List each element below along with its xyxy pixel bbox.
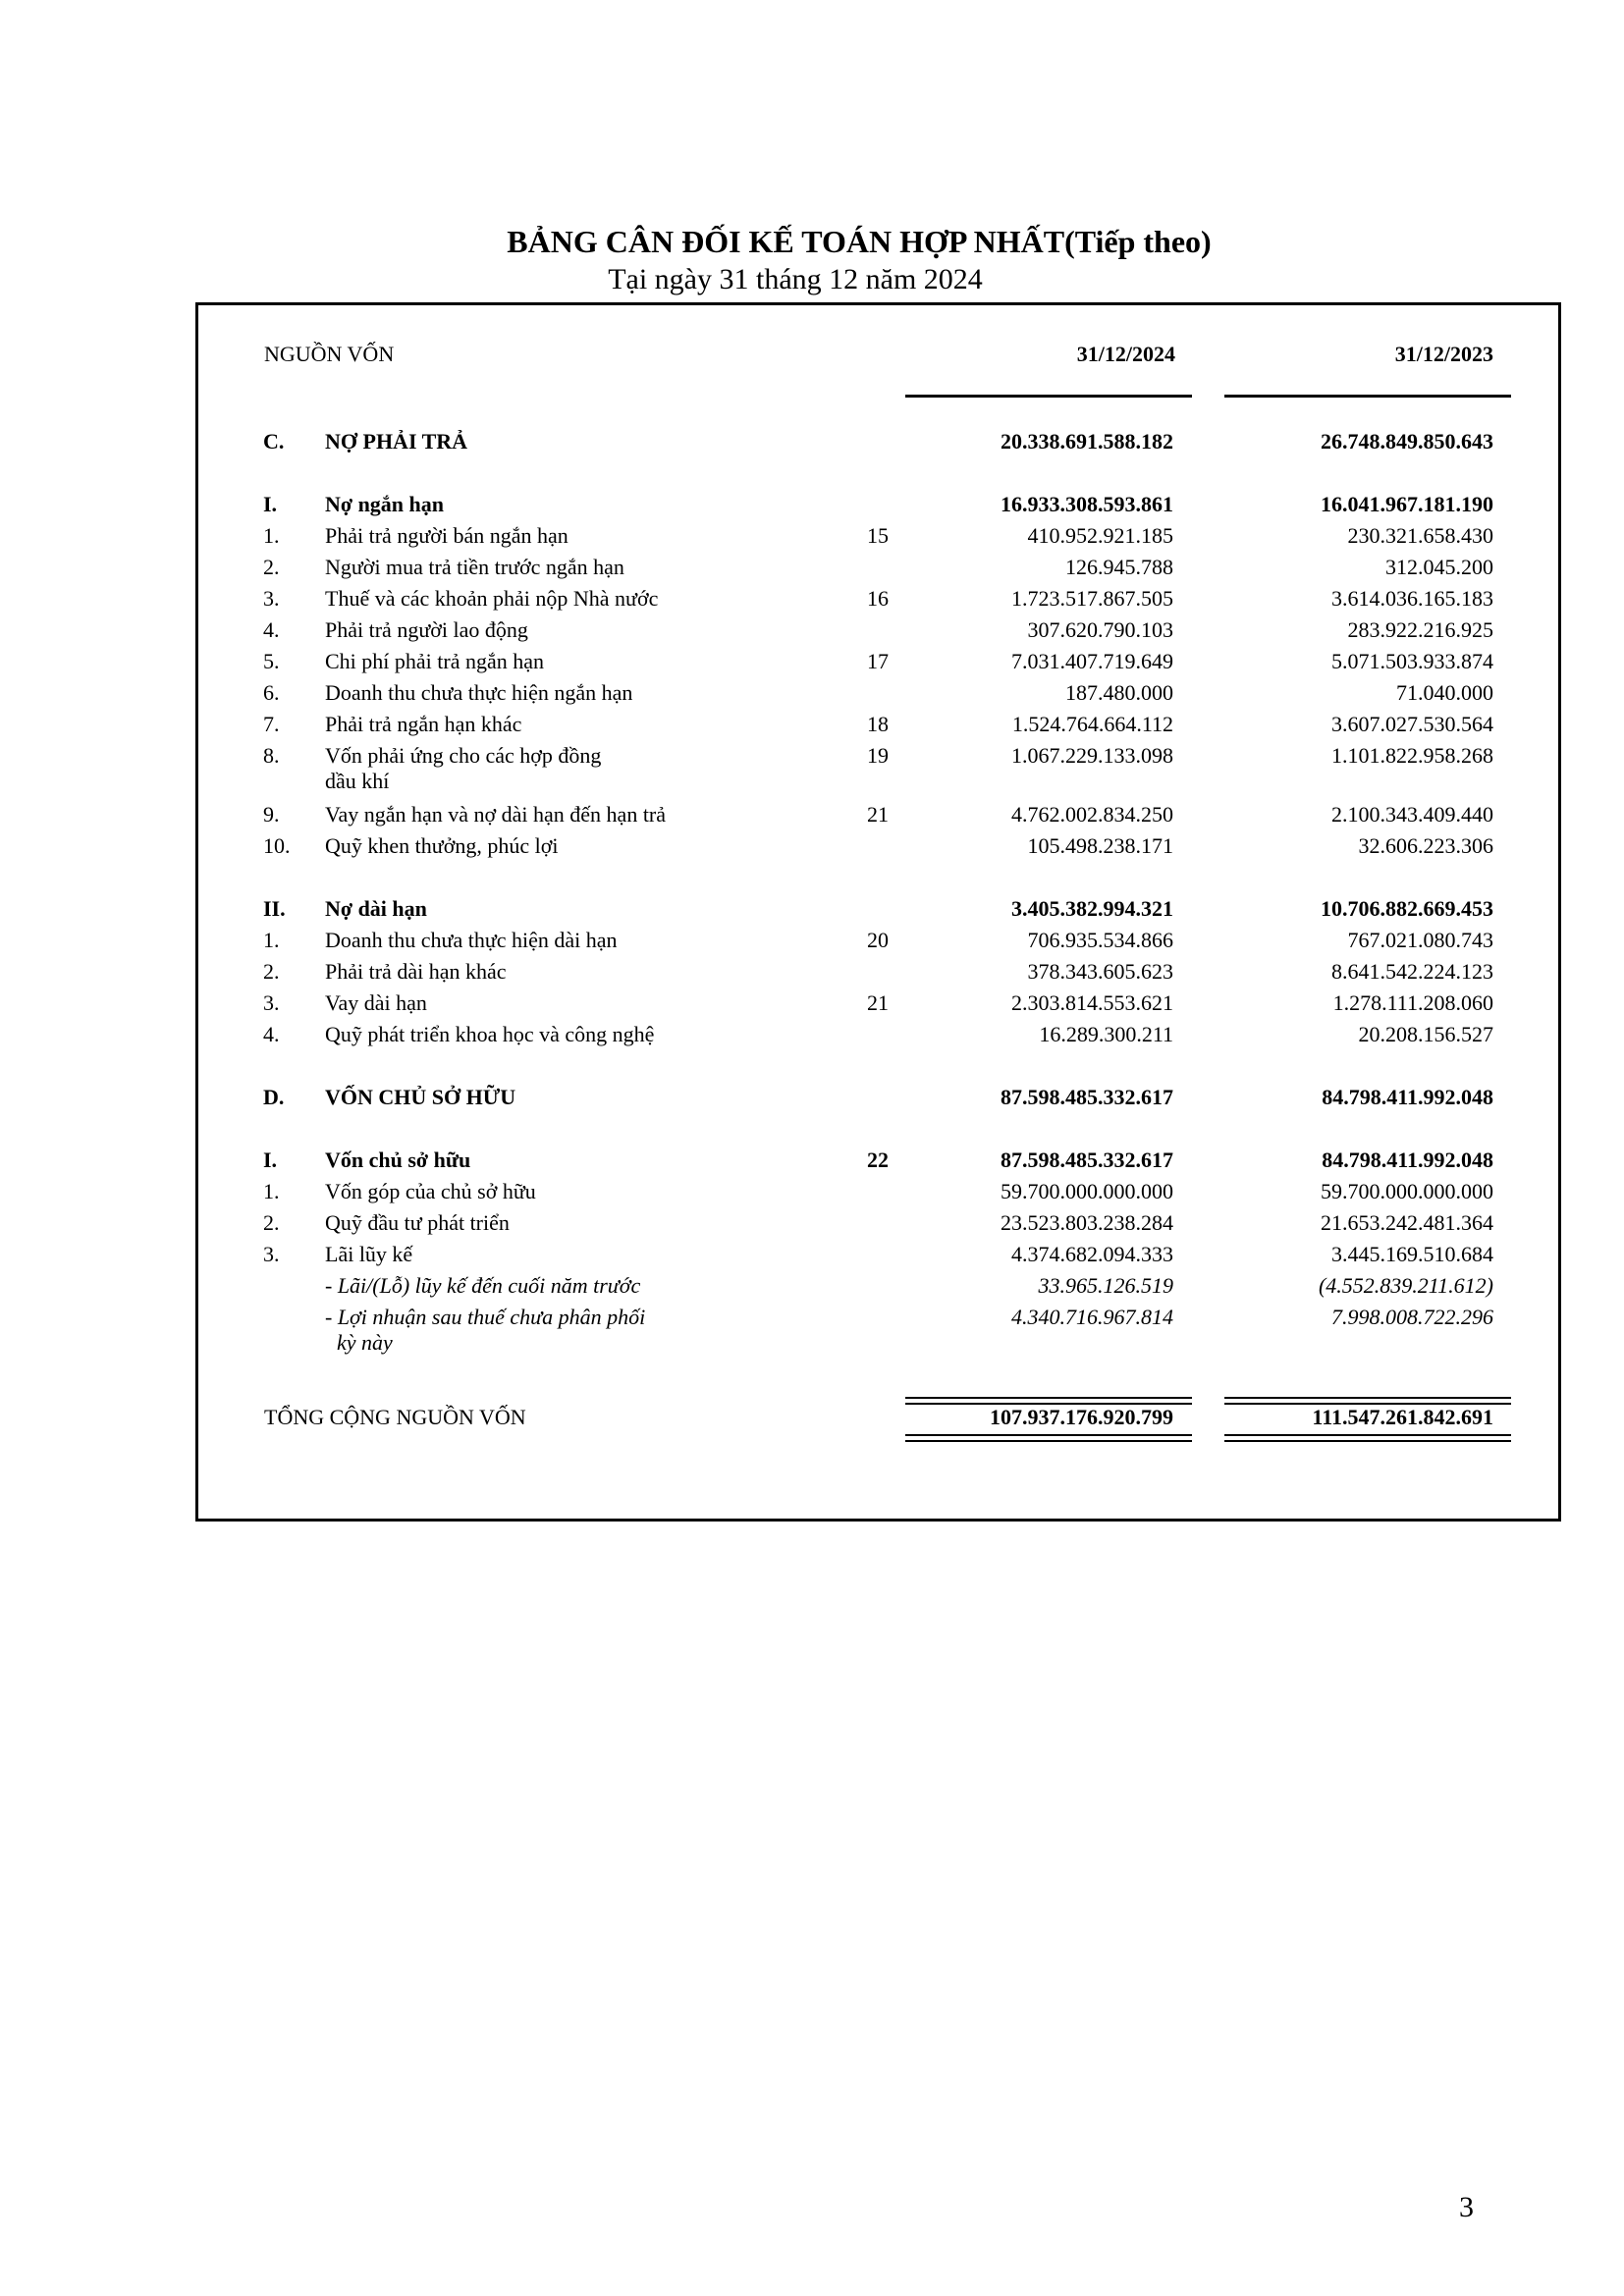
column-header-2023: 31/12/2023 (1394, 342, 1493, 366)
page-number: 3 (1459, 2191, 1474, 2223)
row-number: 10. (263, 833, 291, 858)
row-value-2023: 3.445.169.510.684 (1331, 1242, 1493, 1266)
row-note: 18 (867, 712, 889, 736)
row-value-2023: 2.100.343.409.440 (1331, 802, 1493, 827)
row-note: 16 (867, 586, 889, 611)
row-number: 2. (263, 555, 280, 579)
row-label: Lãi lũy kế (325, 1242, 413, 1266)
row-value-2024: 2.303.814.553.621 (1011, 990, 1173, 1015)
row-value-2024: 706.935.534.866 (1027, 928, 1173, 952)
row-label: Quỹ đầu tư phát triển (325, 1210, 510, 1235)
row-label: Vốn chủ sở hữu (325, 1148, 471, 1172)
row-note: 15 (867, 523, 889, 548)
row-value-2023: (4.552.839.211.612) (1318, 1273, 1493, 1298)
row-note: 22 (867, 1148, 889, 1172)
row-label: Thuế và các khoản phải nộp Nhà nước (325, 586, 659, 611)
row-value-2024: 16.289.300.211 (1039, 1022, 1173, 1046)
document-subtitle: Tại ngày 31 tháng 12 năm 2024 (608, 263, 983, 295)
row-label: Người mua trả tiền trước ngắn hạn (325, 555, 624, 579)
row-label: Phải trả dài hạn khác (325, 959, 507, 984)
row-value-2024: 3.405.382.994.321 (1011, 896, 1173, 921)
row-value-2023: 21.653.242.481.364 (1321, 1210, 1493, 1235)
row-number: 1. (263, 1179, 280, 1203)
row-value-2024: 1.723.517.867.505 (1011, 586, 1173, 611)
row-number: 8. (263, 743, 280, 768)
row-value-2023: 312.045.200 (1385, 555, 1493, 579)
row-number: 9. (263, 802, 280, 827)
row-label: NỢ PHẢI TRẢ (325, 429, 468, 454)
row-value-2023: 71.040.000 (1396, 680, 1493, 705)
header-rule-2023 (1224, 395, 1511, 398)
row-value-2023: 230.321.658.430 (1347, 523, 1493, 548)
row-number: 4. (263, 617, 280, 642)
row-label: Vốn góp của chủ sở hữu (325, 1179, 536, 1203)
total-bottom-rule-2023 (1224, 1434, 1511, 1442)
row-value-2024: 187.480.000 (1065, 680, 1173, 705)
row-note: 20 (867, 928, 889, 952)
row-number: 6. (263, 680, 280, 705)
row-value-2023: 1.101.822.958.268 (1331, 743, 1493, 768)
row-value-2023: 3.614.036.165.183 (1331, 586, 1493, 611)
row-label: - Lãi/(Lỗ) lũy kế đến cuối năm trước (325, 1273, 641, 1298)
row-label: Vốn phải ứng cho các hợp đồng (325, 743, 602, 768)
row-value-2023: 59.700.000.000.000 (1321, 1179, 1493, 1203)
row-value-2024: 410.952.921.185 (1027, 523, 1173, 548)
row-label-continued: dầu khí (325, 769, 390, 793)
total-top-rule-2024 (905, 1397, 1192, 1405)
row-value-2023: 84.798.411.992.048 (1322, 1085, 1493, 1109)
row-note: 19 (867, 743, 889, 768)
row-number: 4. (263, 1022, 280, 1046)
column-header-2024: 31/12/2024 (1076, 342, 1175, 366)
row-label: Vay ngắn hạn và nợ dài hạn đến hạn trả (325, 802, 667, 827)
row-value-2023: 32.606.223.306 (1358, 833, 1493, 858)
row-value-2024: 7.031.407.719.649 (1011, 649, 1173, 673)
row-value-2024: 126.945.788 (1065, 555, 1173, 579)
row-number: 1. (263, 523, 280, 548)
row-value-2024: 33.965.126.519 (1038, 1273, 1173, 1298)
row-label: Quỹ phát triển khoa học và công nghệ (325, 1022, 655, 1046)
row-label: Quỹ khen thưởng, phúc lợi (325, 833, 559, 858)
row-value-2024: 307.620.790.103 (1027, 617, 1173, 642)
row-value-2024: 4.374.682.094.333 (1011, 1242, 1173, 1266)
row-value-2024: 105.498.238.171 (1027, 833, 1173, 858)
row-label: - Lợi nhuận sau thuế chưa phân phối (325, 1305, 646, 1329)
row-value-2024: 20.338.691.588.182 (1001, 429, 1173, 454)
row-value-2023: 84.798.411.992.048 (1322, 1148, 1493, 1172)
row-value-2024: 1.524.764.664.112 (1011, 712, 1173, 736)
row-value-2024: 87.598.485.332.617 (1001, 1085, 1173, 1109)
row-label: Chi phí phải trả ngắn hạn (325, 649, 545, 673)
row-value-2024: 378.343.605.623 (1027, 959, 1173, 984)
row-number: I. (263, 492, 278, 516)
balance-sheet-table (195, 302, 1561, 1522)
row-value-2024: 4.762.002.834.250 (1011, 802, 1173, 827)
total-label: TỔNG CỘNG NGUỒN VỐN (264, 1405, 526, 1429)
row-label: Nợ ngắn hạn (325, 492, 445, 516)
row-value-2024: 16.933.308.593.861 (1001, 492, 1173, 516)
row-label: Phải trả người lao động (325, 617, 528, 642)
total-bottom-rule-2024 (905, 1434, 1192, 1442)
row-label: Phải trả ngắn hạn khác (325, 712, 522, 736)
row-label: Doanh thu chưa thực hiện ngắn hạn (325, 680, 633, 705)
total-top-rule-2023 (1224, 1397, 1511, 1405)
row-number: 3. (263, 1242, 280, 1266)
row-value-2023: 20.208.156.527 (1358, 1022, 1493, 1046)
row-value-2023: 3.607.027.530.564 (1331, 712, 1493, 736)
row-number: C. (263, 429, 285, 454)
row-value-2024: 1.067.229.133.098 (1011, 743, 1173, 768)
row-number: 2. (263, 959, 280, 984)
row-note: 21 (867, 990, 889, 1015)
row-number: II. (263, 896, 286, 921)
document-title: BẢNG CÂN ĐỐI KẾ TOÁN HỢP NHẤT(Tiếp theo) (507, 224, 1212, 259)
row-number: 3. (263, 990, 280, 1015)
row-value-2023: 1.278.111.208.060 (1332, 990, 1493, 1015)
row-number: 7. (263, 712, 280, 736)
row-value-2023: 767.021.080.743 (1347, 928, 1493, 952)
row-value-2023: 283.922.216.925 (1347, 617, 1493, 642)
row-value-2024: 87.598.485.332.617 (1001, 1148, 1173, 1172)
row-value-2023: 16.041.967.181.190 (1321, 492, 1493, 516)
row-label: Phải trả người bán ngắn hạn (325, 523, 568, 548)
row-number: 5. (263, 649, 280, 673)
row-value-2023: 8.641.542.224.123 (1331, 959, 1493, 984)
row-number: 2. (263, 1210, 280, 1235)
column-header-label: NGUỒN VỐN (264, 342, 395, 366)
row-number: I. (263, 1148, 278, 1172)
row-value-2023: 10.706.882.669.453 (1321, 896, 1493, 921)
row-value-2023: 26.748.849.850.643 (1321, 429, 1493, 454)
row-note: 17 (867, 649, 889, 673)
header-rule-2024 (905, 395, 1192, 398)
row-label-continued: kỳ này (337, 1330, 393, 1355)
row-value-2024: 23.523.803.238.284 (1001, 1210, 1173, 1235)
row-number: 1. (263, 928, 280, 952)
total-value-2023: 111.547.261.842.691 (1312, 1405, 1493, 1429)
row-number: 3. (263, 586, 280, 611)
row-note: 21 (867, 802, 889, 827)
row-value-2023: 7.998.008.722.296 (1331, 1305, 1493, 1329)
row-value-2024: 4.340.716.967.814 (1011, 1305, 1173, 1329)
row-value-2023: 5.071.503.933.874 (1331, 649, 1493, 673)
row-label: Doanh thu chưa thực hiện dài hạn (325, 928, 618, 952)
row-label: Nợ dài hạn (325, 896, 427, 921)
row-number: D. (263, 1085, 285, 1109)
row-label: VỐN CHỦ SỞ HỮU (325, 1085, 516, 1109)
total-value-2024: 107.937.176.920.799 (990, 1405, 1173, 1429)
row-label: Vay dài hạn (325, 990, 427, 1015)
row-value-2024: 59.700.000.000.000 (1001, 1179, 1173, 1203)
